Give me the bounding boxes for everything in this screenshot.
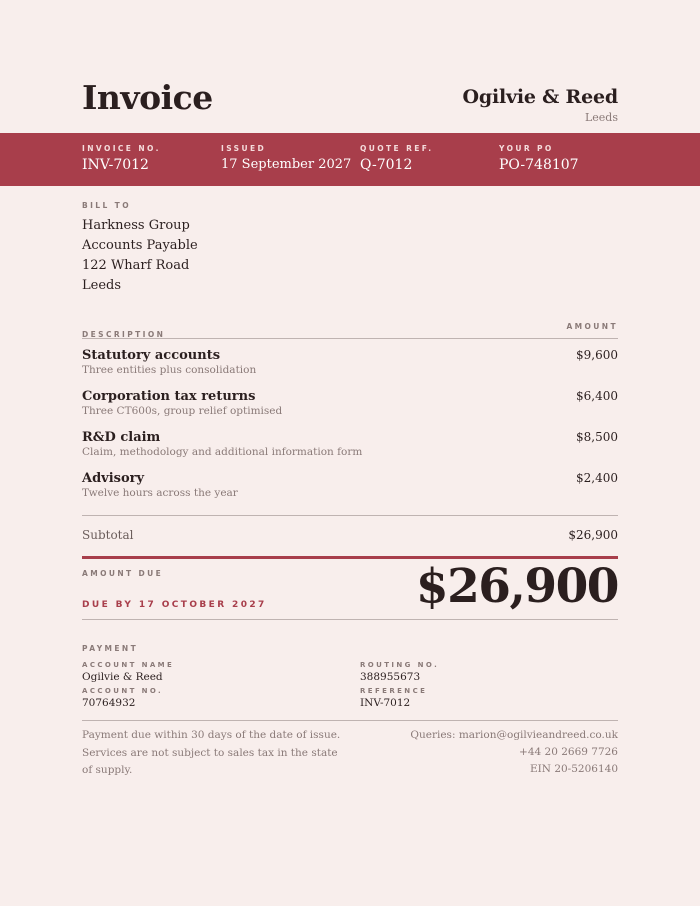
issued-value: 17 September 2027 [221,157,352,172]
quote-ref-label: QUOTE REF. [360,144,434,153]
terms-line: Payment due within 30 days of the date of issue. [82,729,341,741]
line-item [82,348,618,376]
invoice-meta-band [0,133,700,186]
description-column-header: DESCRIPTION [82,330,166,339]
reference-label: REFERENCE [360,687,428,695]
reference-field [360,687,427,709]
amount-due-block [82,558,618,620]
invoice-footer [82,720,618,776]
contact-info [410,727,618,778]
bill-to-label: BILL TO [82,201,131,210]
line-item-name: Corporation tax returns [82,389,256,404]
your-po-value: PO-748107 [499,157,579,173]
reference-value: INV-7012 [360,697,411,709]
company-city: Leeds [584,111,618,124]
line-item-name: Statutory accounts [82,348,221,363]
bill-to-line: Leeds [82,278,122,293]
payment-label: PAYMENT [82,644,139,653]
company-name: Ogilvie & Reed [462,86,618,108]
bill-to-line: Accounts Payable [82,238,198,253]
line-item [82,389,618,417]
company-block [463,86,618,124]
invoice-number-value: INV-7012 [82,157,149,173]
bill-to-line: Harkness Group [82,218,190,233]
line-item-amount: $2,400 [576,471,618,485]
account-name-label: ACCOUNT NAME [82,661,175,669]
bill-to-block [82,201,198,296]
amount-due-label: AMOUNT DUE [82,569,164,578]
due-by-date: DUE BY 17 OCTOBER 2027 [82,600,267,610]
phone-number: +44 20 2669 7726 [519,746,618,758]
subtotal-label: Subtotal [82,528,134,542]
routing-field [360,661,439,683]
routing-value: 388955673 [360,671,421,683]
invoice-number-field [82,144,161,173]
account-number-label: ACCOUNT NO. [82,687,164,695]
line-item [82,471,618,499]
subtotal-row [82,515,618,559]
invoice-number-label: INVOICE NO. [82,144,161,153]
terms-line: Services are not subject to sales tax in the state [82,746,338,759]
your-po-field [499,144,579,173]
bill-to-line: 122 Wharf Road [82,258,190,273]
routing-label: ROUTING NO. [360,661,440,669]
ein-number: EIN 20-5206140 [529,763,618,775]
your-po-label: YOUR PO [499,144,554,153]
terms-line: of supply. [82,764,133,776]
line-item-amount: $9,600 [576,348,618,362]
line-item-detail: Twelve hours across the year [82,487,238,499]
items-header [82,322,618,339]
line-item-detail: Claim, methodology and additional information form [82,446,363,458]
quote-ref-value: Q-7012 [360,157,413,173]
issued-field [221,144,351,172]
subtotal-value: $26,900 [568,528,618,542]
line-item-detail: Three CT600s, group relief optimised [82,405,283,417]
line-item [82,430,618,458]
issued-label: ISSUED [221,144,267,153]
invoice-title: Invoice [82,78,213,117]
payment-terms [82,727,342,780]
amount-column-header: AMOUNT [566,322,618,331]
line-item-detail: Three entities plus consolidation [82,364,257,376]
line-item-amount: $8,500 [576,430,618,444]
account-name-value: Ogilvie & Reed [82,671,163,683]
line-item-name: R&D claim [82,430,161,445]
account-number-field [82,687,163,709]
quote-ref-field [360,144,433,173]
account-number-value: 70764932 [82,697,136,709]
queries-email[interactable]: Queries: marion@ogilvieandreed.co.uk [410,729,618,741]
line-item-amount: $6,400 [576,389,618,403]
amount-due-total: $26,900 [415,559,618,614]
line-item-name: Advisory [82,471,145,486]
account-name-field [82,661,174,683]
payment-block [82,644,618,709]
